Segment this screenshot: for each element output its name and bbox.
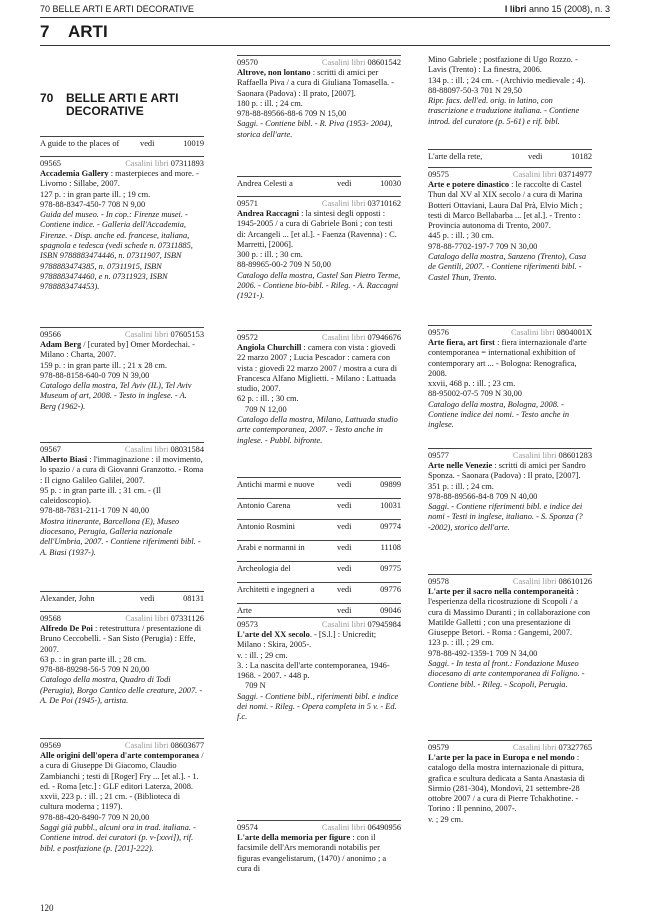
entry-title: Arte fiera, art first (428, 338, 495, 347)
entry-isbn: 709 N (245, 681, 266, 691)
entry-note: Guida del museo. - In cop.: Firenze musei. - Contiene indice. - Galleria dell'Accademia, Firenze. - Disp. anche ed. francese, italiana, spagnola e tedesca (vedi schede n. 07311885, ISBN 9788883474446, n. 07311907, ISBN 9788883474385, n. 07311915, ISBN 9788883474460, e n. 07311923, ISBN 9788883474453). (40, 210, 193, 292)
chapter-number: 7 (40, 22, 50, 41)
entry-publisher: Casalini libri (321, 199, 366, 208)
entry-title: Alfredo De Poi (40, 624, 93, 633)
ref-term: Alexander, John (40, 594, 95, 603)
entry-text: . - [S.l.] : Unicredit; Milano : Skira, 2005-. (237, 630, 377, 650)
entry-id: 09565 (40, 159, 61, 168)
top-divider (40, 17, 610, 18)
entry-physical: 180 p. : ill. ; 24 cm. (237, 98, 303, 108)
entry-text: : catalogo della mostra internazionale di pittura, grafica e scultura dedicata a Santa Anastasia di Sirmio (281-304), Mondovì, 21 settembre-28 ottobre 2007 / a cura di Pierre Tchakhotine. - Torino : Il pennino, 2007-. (428, 753, 585, 814)
entry-code: 07331126 (170, 614, 204, 623)
entry-physical: 351 p. : ill. ; 24 cm. (428, 481, 494, 491)
entry-code: 03714977 (558, 170, 592, 179)
journal-issue: anno 15 (2008), n. 3 (526, 4, 610, 14)
entry-code: 08601542 (367, 58, 401, 67)
entry-title: L'arte della memoria per figure (237, 833, 351, 842)
ref-term: Antonio Carena (237, 501, 291, 510)
entry-code: 0804001X (556, 328, 592, 337)
entry-text: / [curated by] Omer Mordechai. - Milano : Charta, 2007. (40, 340, 195, 360)
ref-vedi: vedi (528, 152, 543, 161)
entry-title: Altrove, non lontano (237, 68, 311, 77)
entry-isbn: 978-88-89566-88-6 709 N 15,00 (237, 109, 347, 119)
ref-vedi: vedi (140, 139, 155, 148)
catalog-entry (237, 196, 401, 302)
ref-vedi: vedi (337, 543, 352, 552)
ref-number: 09899 (380, 480, 401, 489)
entry-physical: 62 p. : ill. ; 30 cm. (237, 394, 299, 404)
entry-text: : masterpieces and more. - Livorno : Sillabe, 2007. (40, 169, 199, 189)
entry-isbn: 978-88-7702-197-7 709 N 30,00 (428, 241, 538, 251)
cross-reference (237, 176, 401, 190)
entry-code: 08603677 (170, 741, 204, 750)
entry-publisher: Casalini libri (124, 445, 169, 454)
ref-term: Arabi e normanni in (237, 543, 305, 552)
entry-title: Alberto Biasi (40, 455, 88, 464)
entry-text: : camera con vista : giovedì 22 marzo 2007 ; Lucia Pescador : camera con vista : giovedì 22 marzo 2007 / mostra a cura di Francesca Alfano Miglietti. - Milano : Lattuada studio, 2007. (237, 343, 398, 394)
ref-vedi: vedi (337, 501, 352, 510)
entry-physical: 300 p. : ill. ; 30 cm. (237, 250, 303, 260)
entry-text: : scritti di amici per Raffaella Piva / a cura di Giuliana Tomasella. - Saonara (Padova) : Il prato, [2007]. (237, 68, 395, 98)
entry-code: 06490956 (367, 823, 401, 832)
entry-id: 09569 (40, 741, 61, 750)
entry-text: : con il facsimile dell'Ars memorandi notabilis per figuras evangelistarum, (1470) / anonimo ; a cura di (237, 833, 387, 873)
entry-id: 09577 (428, 451, 449, 460)
ref-term: Arte (237, 606, 252, 615)
catalog-entry (428, 574, 592, 690)
catalog-entry (237, 617, 401, 723)
entry-isbn: 978-88-420-8490-7 709 N 20,00 (40, 812, 150, 822)
entry-physical: 63 p. : in gran parte ill. ; 28 cm. (40, 654, 147, 664)
entry-note: Saggi. - Contiene riferimenti bibl. e indice dei nomi - Testi in inglese, italiano. - S. Sponza (?-2002), storico dell'arte. (428, 502, 583, 532)
entry-code: 07327765 (558, 743, 592, 752)
entry-note: Catalogo della mostra, Castel San Pietro Terme, 2006. - Contiene bio-bibl. - Rileg. - A. Raccagni (1921-). (237, 270, 401, 301)
entry-note: Catalogo della mostra, Quadro di Todi (Perugia), Borgo Cantico delle creature, 2007. - A. De Poi (1945-), artista. (40, 675, 203, 706)
entry-isbn: 88-88097-50-3 701 N 29,50 (428, 85, 522, 95)
entry-publisher: Casalini libri (512, 743, 557, 752)
running-head-right (505, 4, 610, 14)
entry-isbn: 978-88-7831-211-1 709 N 40,00 (40, 506, 150, 516)
ref-number: 09046 (380, 606, 401, 615)
chapter-divider (40, 45, 610, 46)
entry-note: Catalogo della mostra, Milano, Lattuada studio arte contemporanea, 2007. - Testo anche in inglese. - Pubbl. bifronte. (237, 415, 398, 445)
journal-name: l libri (504, 4, 527, 14)
cross-reference (428, 149, 592, 163)
entry-id: 09573 (237, 620, 258, 629)
entry-code: 08601283 (558, 451, 592, 460)
running-head (40, 4, 610, 18)
entry-physical: 445 p. : ill. ; 30 cm. (428, 231, 494, 241)
ref-number: 10030 (380, 179, 401, 188)
entry-text: : retestruttura / presentazione di Bruno Ceccobelli. - San Sisto (Perugia) : Effe, 2007. (40, 624, 202, 654)
ref-vedi: vedi (337, 480, 352, 489)
entry-code: 08031584 (170, 445, 204, 454)
entry-physical: 159 p. : in gran parte ill. ; 21 x 28 cm. (40, 360, 167, 370)
catalog-entry (40, 738, 204, 854)
entry-title: Arte nelle Venezie (428, 461, 493, 470)
entry-publisher: Casalini libri (124, 330, 169, 339)
catalog-entry (40, 442, 204, 558)
entry-physical: v. ; 29 cm. (428, 814, 464, 824)
ref-term: Architetti e ingegneri a (237, 585, 315, 594)
page-number: 120 (40, 903, 54, 913)
entry-id: 09568 (40, 614, 61, 623)
entry-note: Ripr. facs. dell'ed. orig. in latino, con trascrizione e traduzione italiana. - Contiene introd. del curatore (p. 5-61) e rif. bibl. (428, 96, 580, 126)
entry-text: : l'immaginazione : il movimento, lo spazio / a cura di Giovanni Granzotto. - Roma : Il cigno Galileo Galilei, 2007. (40, 455, 204, 485)
catalog-entry (237, 820, 401, 874)
ref-vedi: vedi (337, 522, 352, 531)
entry-title: Adam Berg (40, 340, 82, 349)
catalog-entry (237, 55, 401, 140)
ref-vedi: vedi (337, 179, 352, 188)
entry-physical: 123 p. : ill. ; 29 cm. (428, 638, 494, 648)
catalog-entry (40, 611, 204, 706)
catalog-entry (237, 330, 401, 446)
catalog-entry (428, 325, 592, 431)
entry-text: : l'esperienza della ricostruzione di Scopoli / a cura di Massimo Duranti ; in collaborazione con Matilde Galletti ; con una presentazione di Giuseppe Betori. - Roma : Gangemi, 2007. (428, 587, 591, 638)
catalog-entry (428, 167, 592, 283)
entry-title: Accademia Gallery (40, 169, 109, 178)
entry-note: Mostra itinerante, Barcellona (E), Museo diocesano, Perugia, Galleria nazionale dell'Umbria, 2007. - Contiene riferimenti bibl. - A. Biasi (1937-). (40, 516, 201, 557)
section-title: BELLE ARTI E ARTI DECORATIVE (66, 91, 179, 118)
entry-publisher: Casalini libri (125, 159, 169, 168)
catalog-entry (40, 156, 204, 293)
entry-id: 09570 (237, 58, 258, 67)
ref-vedi: vedi (337, 564, 352, 573)
entry-code: 07946676 (367, 333, 401, 342)
entry-publisher: Casalini libri (512, 451, 557, 460)
entry-physical: 95 p. : in gran parte ill. ; 31 cm. - (Il caleidoscopio). (40, 485, 161, 506)
entry-isbn: 88-89965-00-2 709 N 50,00 (237, 260, 331, 270)
entry-publisher: Casalini libri (512, 170, 557, 179)
catalog-entry-continued (428, 55, 592, 127)
ref-number: 09774 (380, 522, 401, 531)
entry-title: Andrea Raccagni (237, 209, 299, 218)
entry-id: 09575 (428, 170, 449, 179)
entry-physical: 127 p. : in gran parte ill. ; 19 cm. (40, 189, 151, 199)
entry-publisher: Casalini libri (321, 58, 366, 67)
ref-number: 10182 (571, 152, 592, 161)
entry-title: L'arte per il sacro nella contemporaneità (428, 587, 574, 596)
entry-isbn: 978-88-89566-84-8 709 N 40,00 (428, 491, 538, 501)
catalog-entry (428, 740, 592, 825)
entry-code: 08610126 (558, 577, 592, 586)
entry-id: 09567 (40, 445, 61, 454)
entry-publisher: Casalini libri (321, 823, 366, 832)
entry-isbn: 978-88-89298-56-5 709 N 20,00 (40, 665, 150, 675)
entry-isbn: 88-95002-07-5 709 N 30,00 (428, 389, 522, 399)
entry-isbn: 978-88-8347-450-7 708 N 9,00 (40, 199, 146, 209)
entry-publisher: Casalini libri (125, 614, 169, 623)
ref-vedi: vedi (337, 606, 352, 615)
catalog-entry (428, 448, 592, 533)
ref-term: A guide to the places of (40, 139, 120, 148)
catalog-entry (40, 327, 204, 412)
entry-id: 09578 (428, 577, 449, 586)
ref-number: 10031 (380, 501, 401, 510)
entry-title: Alle origini dell'opera d'arte contemporanea (40, 751, 200, 760)
entry-code: 07605153 (170, 330, 204, 339)
running-head-left: 70 BELLE ARTI E ARTI DECORATIVE (40, 4, 195, 14)
entry-physical: xxvii, 223 p. : ill. ; 21 cm. - (Biblioteca di cultura moderna ; 1197). (40, 792, 181, 812)
entry-id: 09576 (428, 328, 449, 337)
chapter-title: ARTI (68, 22, 108, 41)
entry-note: Saggi. - Contiene bibl., riferimenti bibl. e indice dei nomi. - Rileg. - Opera completa in 5 v. - Ed. f.c. (237, 691, 399, 722)
entry-id: 09574 (237, 823, 258, 832)
ref-term: L'arte della rete, (428, 152, 483, 161)
entry-volume: 3. : La nascita dell'arte contemporanea, 1946-1968. - 2007. - 448 p. (237, 660, 390, 681)
entry-text: : la sintesi degli opposti : 1945-2005 / a cura di Gabriele Boni ; con testi di: Arcangeli ... [et al.]. - Faenza (Ravenna) : C. Marretti, [2006]. (237, 209, 397, 249)
entry-title: Arte e potere dinastico (428, 180, 510, 189)
cross-reference (40, 136, 204, 150)
section-number: 70 (40, 91, 54, 105)
cross-reference (40, 591, 204, 605)
ref-vedi: vedi (337, 585, 352, 594)
entry-text: : scritti di amici per Sandro Sponza. - Saonara (Padova) : Il prato, [2007]. (428, 461, 586, 481)
entry-physical: 134 p. : ill. ; 24 cm. - (Archivio medievale ; 4). (428, 75, 586, 85)
entry-text: Mino Gabriele ; postfazione di Ugo Rozzo. - Lavis (Trento) : La finestra, 2006. (428, 55, 578, 75)
entry-note: Catalogo della mostra, Bologna, 2008. - Contiene indice dei nomi. - Testo anche in inglese. (428, 399, 570, 430)
entry-publisher: Casalini libri (321, 333, 366, 342)
entry-publisher: Casalini libri (511, 328, 555, 337)
entry-id: 09579 (428, 743, 449, 752)
ref-term: Archeologia del (237, 564, 291, 573)
ref-number: 09776 (380, 585, 401, 594)
entry-publisher: Casalini libri (512, 577, 557, 586)
entry-title: Angiola Churchill (237, 343, 302, 352)
entry-id: 09571 (237, 199, 258, 208)
entry-text: : fiera internazionale d'arte contemporanea = international exhibition of contemporary art ... - Bologna: Renografica, 2008. (428, 338, 587, 378)
entry-isbn: 978-88-492-1359-1 709 N 34,00 (428, 648, 538, 658)
entry-isbn: 709 N 12,00 (245, 404, 287, 414)
entry-code: 07311893 (170, 159, 204, 168)
entry-note: Catalogo della mostra, Sanzeno (Trento), Casa de Gentili, 2007. - Contiene riferimenti bibl. - Castel Thun, Trento. (428, 252, 587, 282)
ref-number: 11108 (380, 543, 401, 552)
entry-text: : le raccolte di Castel Thun dal XV al XIX secolo / a cura di Marina Botteri Ottaviani, Laura Dal Prà, Elvio Mich ; testi di Marco Bellabarba ... [et al.]. - Trento : Provincia autonoma di Trento, 2007. (428, 180, 583, 231)
ref-vedi: vedi (140, 594, 155, 603)
entry-note: Saggi già pubbl., alcuni ora in trad. italiana. - Contiene introd. dei curatori (p. v-[xxvi]), rif. bibl. e postfazione (p. [201]-222). (40, 823, 196, 853)
ref-term: Andrea Celesti a (237, 179, 293, 188)
entry-note: Catalogo della mostra, Tel Aviv (IL), Tel Aviv Museum of art, 2008. - Testo in inglese. - A. Berg (1962-). (40, 381, 192, 411)
chapter-heading (40, 22, 108, 42)
entry-code: 07945984 (367, 620, 401, 629)
ref-number: 09775 (380, 564, 401, 573)
entry-isbn: 978-88-8158-640-0 709 N 39,00 (40, 370, 150, 380)
entry-id: 09566 (40, 330, 61, 339)
entry-physical: xxvii, 468 p. : ill. ; 23 cm. (428, 379, 516, 389)
entry-note: Saggi. - Contiene bibl. - R. Piva (1953- 2004), storica dell'arte. (237, 119, 393, 139)
entry-text: / a cura di Giuseppe Di Giacomo, Claudio Zambianchi ; testi di [Roger] Fry ... [et al.]. - 1. ed. - Roma [etc.] : GLF editori Laterza, 2008. (40, 751, 204, 791)
ref-term: Antonio Rosmini (237, 522, 295, 531)
ref-number: 10019 (183, 139, 204, 148)
entry-code: 03710162 (367, 199, 401, 208)
entry-title: L'arte del XX secolo (237, 630, 310, 639)
entry-physical: v. : ill. ; 29 cm. (237, 650, 288, 660)
ref-number: 08131 (183, 594, 204, 603)
entry-publisher: Casalini libri (321, 620, 366, 629)
entry-note: Saggi. - In testa al front.: Fondazione Museo diocesano di arte contemporanea di Foligno. - Contiene bibl. - Rileg. - Scopoli, Perugia. (428, 659, 585, 689)
ref-term: Antichi marmi e nuove (237, 480, 315, 489)
entry-publisher: Casalini libri (124, 741, 169, 750)
cross-reference-list (237, 477, 401, 624)
entry-id: 09572 (237, 333, 258, 342)
entry-title: L'arte per la pace in Europa e nel mondo (428, 753, 575, 762)
